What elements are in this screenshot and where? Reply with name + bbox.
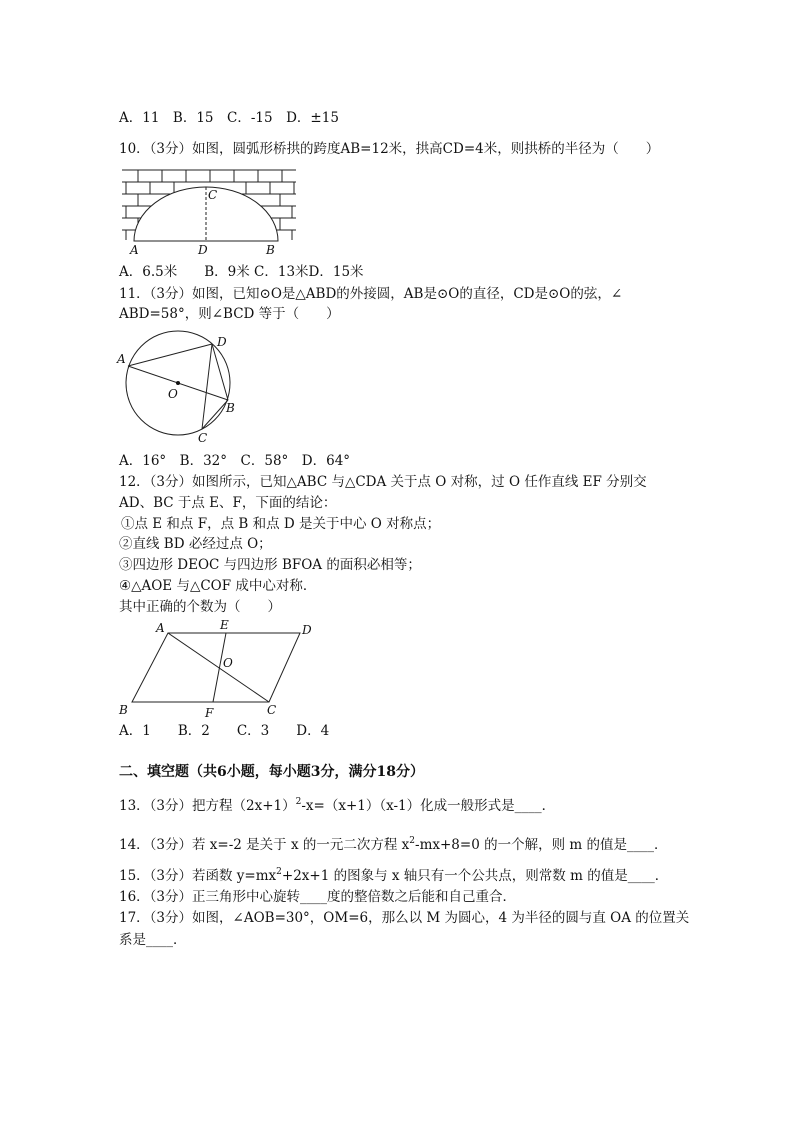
q11-stem-line1: 11．（3分）如图，已知⊙O是△ABD的外接圆，AB是⊙O的直径，CD是⊙O的弦，∠ (119, 286, 623, 302)
q15-text-a: 15．（3分）若函数 y=mx (119, 868, 277, 884)
q14 (119, 836, 667, 854)
q13-text-b: -x=（x+1）（x-1）化成一般形式是____． (301, 798, 556, 814)
q15-text-b: +2x+1 的图象与 x 轴只有一个公共点，则常数 m 的值是____． (281, 868, 669, 884)
q12-conclusion-2: ②直线 BD 必经过点 O； (119, 536, 272, 552)
q13 (119, 797, 555, 815)
q11-label-a: A (117, 352, 126, 366)
q15 (119, 867, 668, 885)
q10-label-d: D (198, 243, 208, 257)
q12-label-o: O (223, 656, 233, 670)
q12-question: 其中正确的个数为（ ） (119, 599, 281, 615)
q14-sup: 2 (409, 836, 416, 846)
q11-options: A．16° B．32° C．58° D．64° (119, 453, 351, 469)
parallelogram-figure (116, 618, 322, 720)
q10-label-c: C (208, 188, 218, 202)
q12-label-e: E (220, 618, 229, 632)
q12-conclusion-3: ③四边形 DEOC 与四边形 BFOA 的面积必相等； (119, 557, 421, 573)
q12-conclusion-1: ①点 E 和点 F，点 B 和点 D 是关于中心 O 对称点； (121, 516, 441, 532)
section-title: 二、填空题（共6小题，每小题3分，满分18分） (119, 764, 424, 780)
q9-options: A．11 B．15 C．-15 D．±15 (119, 110, 339, 126)
q12-conclusion-4: ④△AOE 与△COF 成中心对称． (119, 578, 317, 594)
q12-label-c: C (267, 703, 277, 717)
q13-text-a: 13．（3分）把方程（2x+1） (119, 798, 296, 814)
q12-label-f: F (205, 706, 214, 720)
q10-label-a: A (130, 243, 139, 257)
q15-sup: 2 (276, 867, 282, 877)
q12-label-d: D (302, 623, 312, 637)
q17-line1: 17．（3分）如图，∠AOB=30°，OM=6，那么以 M 为圆心，4 为半径的圆与直 OA 的位置关 (119, 910, 690, 926)
q10-stem: 10．（3分）如图，圆弧形桥拱的跨度AB=12米，拱高CD=4米，则拱桥的半径为（ ） (119, 141, 660, 157)
q13-sup: 2 (295, 797, 302, 807)
q16-text: 16．（3分）正三角形中心旋转____度的整倍数之后能和自己重合． (119, 889, 517, 905)
q11-label-o: O (168, 387, 178, 401)
q12-stem-line1: 12．（3分）如图所示，已知△ABC 与△CDA 关于点 O 对称，过 O 任作直线 EF 分别交 (119, 474, 647, 490)
q11-stem-line2: ABD=58°，则∠BCD 等于（ ） (119, 306, 340, 322)
bridge-arch-figure (118, 166, 300, 256)
q14-text-a: 14．（3分）若 x=-2 是关于 x 的一元二次方程 x (119, 837, 410, 853)
q12-options: A．1 B．2 C．3 D．4 (119, 723, 330, 739)
circle-figure (116, 330, 246, 446)
q10-label-b: B (266, 243, 275, 257)
q10-options: A．6.5米 B．9米 C．13米D．15米 (119, 264, 364, 280)
q12-stem-line2: AD、BC 于点 E、F，下面的结论： (119, 495, 337, 511)
q12-label-a: A (156, 621, 165, 635)
q12-label-b: B (119, 703, 128, 717)
q17-line2: 系是____． (119, 932, 187, 948)
q11-label-d: D (217, 335, 227, 349)
q11-label-c: C (198, 431, 208, 445)
q11-label-b: B (226, 401, 235, 415)
q14-text-b: -mx+8=0 的一个解，则 m 的值是____． (415, 837, 668, 853)
